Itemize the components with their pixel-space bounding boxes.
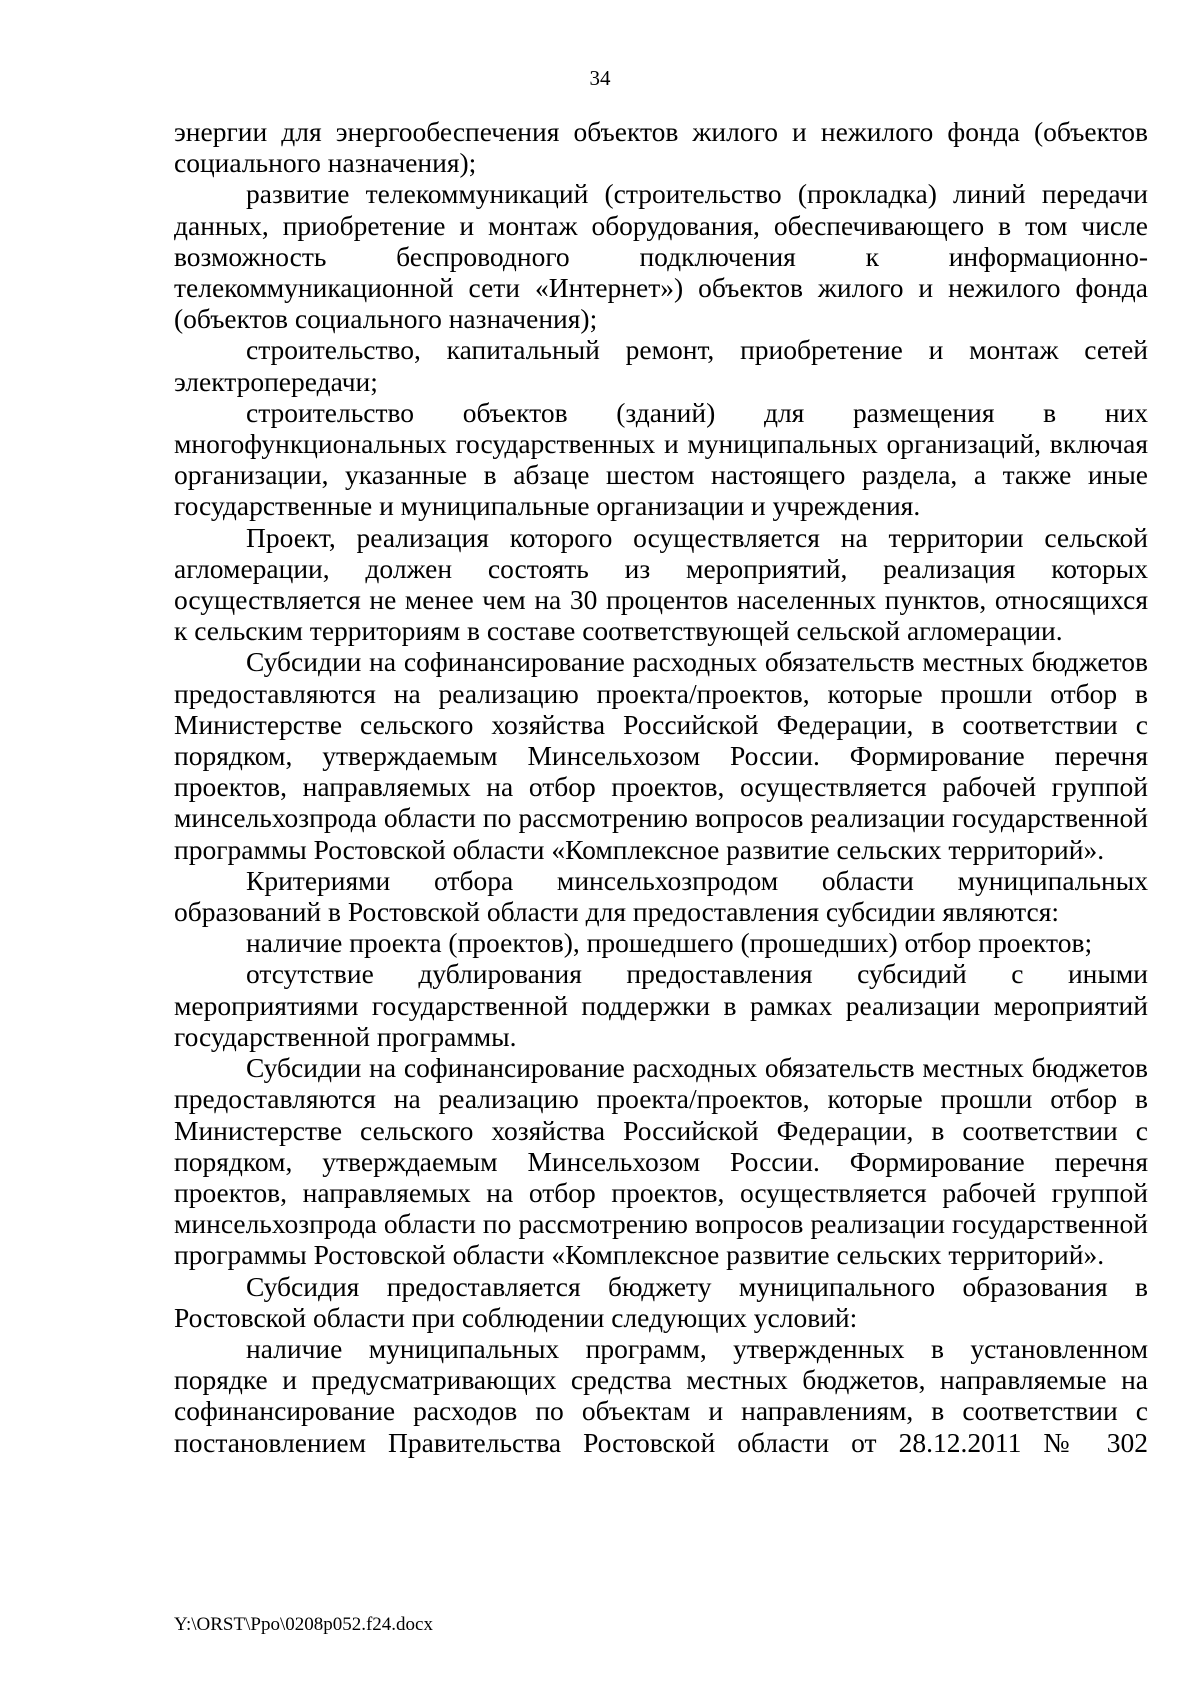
paragraph: строительство, капитальный ремонт, приобретение и монтаж сетей электропередачи; [174, 334, 1148, 397]
paragraph: наличие муниципальных программ, утвержденных в установленном порядке и предусматривающих средства местных бюджетов, направляемые на софинансирование расходов по объектам и направлениям, в соответствии с постановлением Правительства Ростовской области от 28.12.2011 № 302 [174, 1332, 1148, 1458]
paragraph: Субсидии на софинансирование расходных обязательств местных бюджетов предоставляются на реализацию проекта/проектов, которые прошли отбор в Министерстве сельского хозяйства Российской Федерации, в соответствии с порядком, утверждаемым Минсельхозом России. Формирование перечня проектов, направляемых на отбор проектов, осуществляется рабочей группой минсельхозпрода области по рассмотрению вопросов реализации государственной программы Ростовской области «Комплексное развитие сельских территорий». [174, 1052, 1148, 1271]
page-number: 34 [589, 66, 611, 90]
paragraph: наличие проекта (проектов), прошедшего (прошедших) отбор проектов; [246, 927, 1093, 959]
paragraph: Субсидия предоставляется бюджету муниципального образования в Ростовской области при соблюдении следующих условий: [174, 1270, 1148, 1333]
paragraph: отсутствие дублирования предоставления субсидий с иными мероприятиями государственной поддержки в рамках реализации мероприятий государственной программы. [174, 958, 1148, 1052]
document-body [174, 116, 1148, 1458]
paragraph: Проект, реализация которого осуществляется на территории сельской агломерации, должен состоять из мероприятий, реализация которых осуществляется не менее чем на 30 процентов населенных пунктов, относящихся к сельским территориям в составе соответствующей сельской агломерации. [174, 521, 1148, 647]
paragraph: развитие телекоммуникаций (строительство (прокладка) линий передачи данных, приобретение и монтаж оборудования, обеспечивающего в том числе возможность беспроводного подключения к информационно-телекоммуникационной сети «Интернет») объектов жилого и нежилого фонда (объектов социального назначения); [174, 178, 1148, 335]
paragraph: Субсидии на софинансирование расходных обязательств местных бюджетов предоставляются на реализацию проекта/проектов, которые прошли отбор в Министерстве сельского хозяйства Российской Федерации, в соответствии с порядком, утверждаемым Минсельхозом России. Формирование перечня проектов, направляемых на отбор проектов, осуществляется рабочей группой минсельхозпрода области по рассмотрению вопросов реализации государственной программы Ростовской области «Комплексное развитие сельских территорий». [174, 646, 1148, 865]
footer-file-path: Y:\ORST\Ppo\0208p052.f24.docx [174, 1614, 433, 1635]
paragraph: строительство объектов (зданий) для размещения в них многофункциональных государственных и муниципальных организаций, включая организации, указанные в абзаце шестом настоящего раздела, а также иные государственные и муниципальные организации и учреждения. [174, 396, 1148, 522]
paragraph: Критериями отбора минсельхозпродом области муниципальных образований в Ростовской области для предоставления субсидии являются: [174, 864, 1148, 928]
paragraph: энергии для энергообеспечения объектов жилого и нежилого фонда (объектов социального назначения); [174, 116, 1148, 179]
